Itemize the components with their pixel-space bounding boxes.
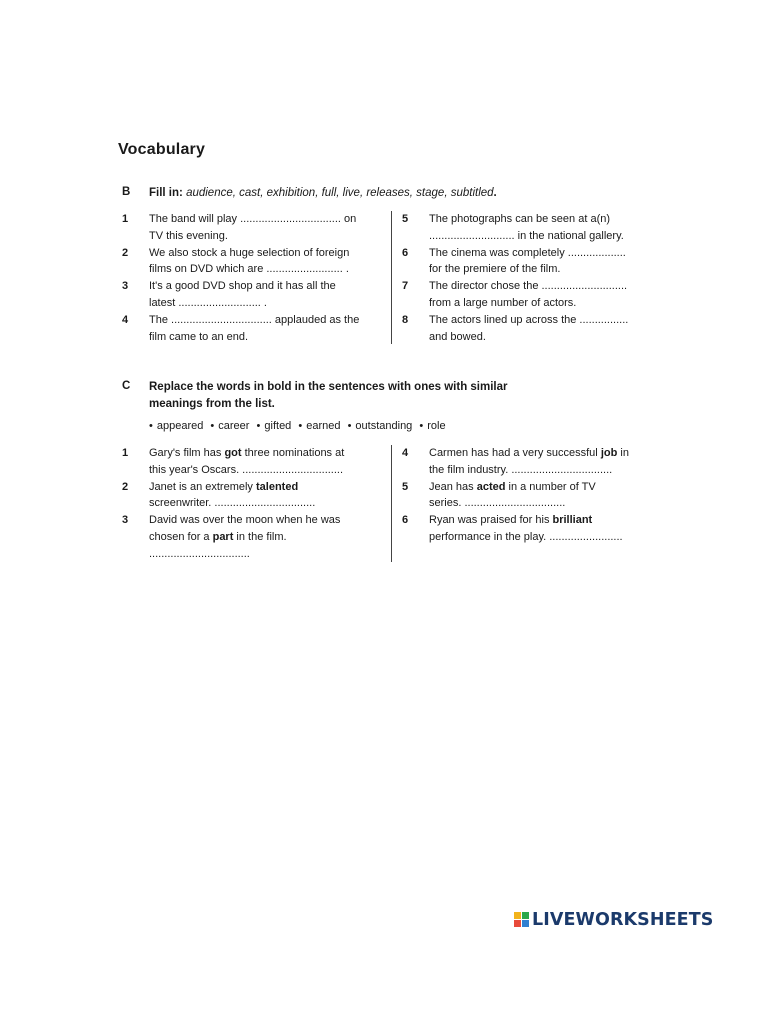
item-text: TV this evening. xyxy=(149,229,228,242)
word-item: earned xyxy=(306,420,341,432)
item-text: David was over the moon when he was xyxy=(149,514,341,527)
section-c-instruction-line: Replace the words in bold in the sentences with ones with similar xyxy=(149,381,508,393)
word-item: outstanding xyxy=(355,420,413,432)
section-b-letter: B xyxy=(122,186,131,198)
item-text: The actors lined up across the ................ xyxy=(429,313,629,326)
item-number: 4 xyxy=(402,447,409,459)
item-text: The ................................. applauded as the xyxy=(149,313,360,326)
section-b-instruction xyxy=(149,185,497,202)
list-item xyxy=(122,245,390,279)
item-text: latest ........................... . xyxy=(149,296,267,309)
item-text: this year's Oscars. ................................. xyxy=(149,463,344,476)
item-text: Jean has acted in a number of TV xyxy=(429,480,596,493)
item-text: film came to an end. xyxy=(149,330,249,343)
item-text: series. ................................. xyxy=(429,497,566,510)
item-text: ................................. xyxy=(149,547,250,560)
section-b-wordlist: audience, cast, exhibition, full, live, releases, stage, subtitled xyxy=(186,187,494,199)
column-divider xyxy=(391,211,392,344)
item-text: Carmen has had a very successful job in xyxy=(429,447,629,459)
word-bullet: • xyxy=(256,420,261,432)
list-item xyxy=(402,479,662,513)
item-number: 6 xyxy=(402,246,409,259)
item-text: chosen for a part in the film. xyxy=(149,530,287,543)
list-item xyxy=(402,312,662,346)
list-item xyxy=(122,278,390,312)
logo-square xyxy=(514,912,521,919)
section-c-letter: C xyxy=(122,380,131,392)
item-text: the film industry. ................................. xyxy=(429,463,613,476)
item-text: performance in the play. ........................ xyxy=(429,530,623,543)
item-number: 5 xyxy=(402,480,409,493)
section-c-instruction-line: meanings from the list. xyxy=(149,398,275,410)
word-item: appeared xyxy=(156,420,204,432)
word-bullet: • xyxy=(210,420,215,432)
item-number: 4 xyxy=(122,313,129,326)
item-text: from a large number of actors. xyxy=(429,296,577,309)
liveworksheets-logo-icon xyxy=(514,912,530,928)
item-text: It's a good DVD shop and it has all the xyxy=(149,280,336,293)
section-b-label: Fill in: xyxy=(149,187,183,199)
list-item xyxy=(122,445,390,479)
page-title: Vocabulary xyxy=(118,141,206,158)
logo-square xyxy=(514,920,521,927)
item-number: 3 xyxy=(122,514,129,527)
word-item: gifted xyxy=(264,420,292,432)
item-text: Ryan was praised for his brilliant xyxy=(429,514,593,527)
section-c-wordlist xyxy=(149,420,450,432)
item-number: 7 xyxy=(402,280,409,293)
item-text: and bowed. xyxy=(429,330,486,343)
item-text: Gary's film has got three nominations at xyxy=(149,447,345,459)
word-item: career xyxy=(218,420,250,432)
section-c-left-column xyxy=(122,445,390,563)
list-item xyxy=(122,512,390,562)
word-item: role xyxy=(427,420,446,432)
logo-text: LIVEWORKSHEETS xyxy=(532,910,714,930)
logo-square xyxy=(522,920,529,927)
item-number: 3 xyxy=(122,280,129,293)
word-bullet: • xyxy=(149,420,153,432)
list-item xyxy=(122,211,390,245)
item-number: 8 xyxy=(402,313,409,326)
section-b-right-column xyxy=(402,211,662,345)
item-text: The cinema was completely ................... xyxy=(429,246,626,259)
item-text: The director chose the ............................ xyxy=(429,280,628,293)
column-divider xyxy=(391,445,392,562)
section-c-right-column xyxy=(402,445,662,546)
word-bullet: • xyxy=(419,420,424,432)
section-b-left-column xyxy=(122,211,390,345)
item-text: The band will play ................................. on xyxy=(149,213,357,225)
section-b-period: . xyxy=(493,187,497,199)
list-item xyxy=(402,245,662,279)
item-number: 2 xyxy=(122,480,129,493)
item-text: We also stock a huge selection of foreign xyxy=(149,246,350,259)
list-item xyxy=(402,512,662,546)
item-text: screenwriter. ................................. xyxy=(149,497,316,510)
item-number: 5 xyxy=(402,213,409,225)
list-item xyxy=(402,445,662,479)
item-number: 2 xyxy=(122,246,129,259)
item-text: Janet is an extremely talented xyxy=(149,480,299,493)
section-c-instruction xyxy=(149,379,508,413)
item-text: ............................ in the national gallery. xyxy=(429,229,624,242)
item-text: films on DVD which are ......................... . xyxy=(149,263,349,276)
item-number: 1 xyxy=(122,447,129,459)
list-item xyxy=(122,479,390,513)
item-number: 1 xyxy=(122,213,129,225)
list-item xyxy=(402,278,662,312)
word-bullet: • xyxy=(298,420,303,432)
logo-square xyxy=(522,912,529,919)
item-number: 6 xyxy=(402,514,409,527)
list-item xyxy=(402,211,662,245)
word-bullet: • xyxy=(347,420,352,432)
liveworksheets-logo xyxy=(514,910,713,930)
item-text: for the premiere of the film. xyxy=(429,263,561,276)
item-text: The photographs can be seen at a(n) xyxy=(429,213,611,225)
list-item xyxy=(122,312,390,346)
